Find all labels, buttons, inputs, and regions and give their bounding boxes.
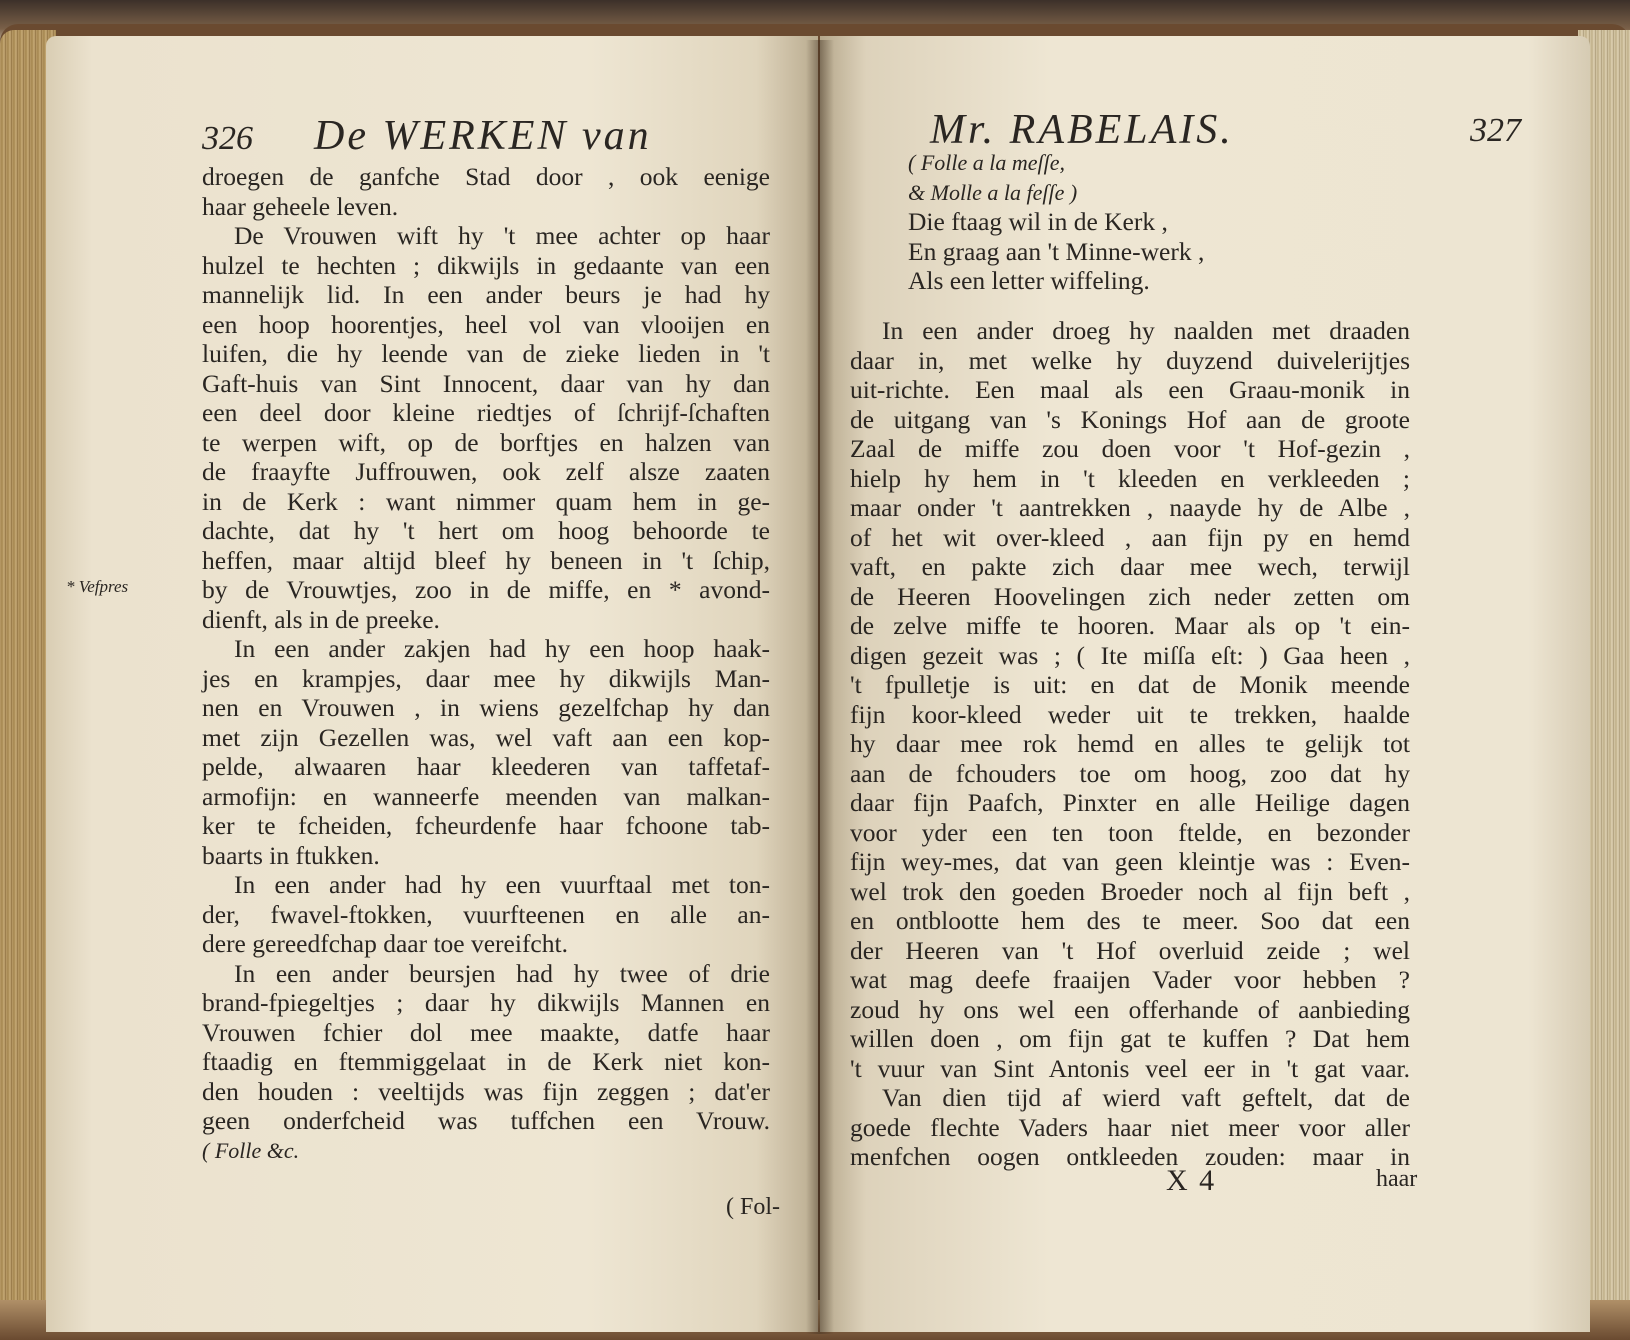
signature-mark: X 4 [1166, 1164, 1217, 1197]
text-line: fijn koor-kleed weder uit te trekken, haalde [850, 699, 1410, 729]
margin-note: * Vefpres [66, 577, 129, 596]
right-page-number: 327 [1470, 112, 1521, 149]
text-line: Gaft-huis van Sint Innocent, daar van hy dan [202, 368, 770, 398]
text-line: fijn wey-mes, dat van geen kleintje was : Even- [850, 847, 1410, 876]
text-line: willen doen , om fijn gat te kuffen ? Dat hem [850, 1024, 1410, 1053]
text-line: met zijn Gezellen was, wel vaft aan een kop- [202, 722, 770, 752]
text-line: wel trok den goeden Broeder noch al fijn beft , [850, 876, 1410, 906]
text-line: maar onder 't aantrekken , naayde hy de Albe , [850, 493, 1410, 522]
text-line: ker te fcheiden, fcheurdenfe haar fchoone tab- [202, 811, 770, 840]
text-line: jes en krampjes, daar mee hy dikwijls Man- [202, 663, 770, 693]
right-page-poem [908, 148, 1408, 296]
text-line: de fraayfte Juffrouwen, ook zelf alsze zaaten [202, 457, 770, 486]
right-catchword: haar [1376, 1166, 1418, 1192]
text-line: hulzel te hechten ; dikwijls in gedaante van een [202, 250, 770, 280]
text-line: Die ftaag wil in de Kerk , [908, 207, 1168, 236]
text-line: by de Vrouwtjes, zoo in de miffe, en * avond- [202, 575, 770, 604]
text-line: voor yder een ten toon ftelde, en bezonder [850, 817, 1410, 847]
right-running-head: Mr. RABELAIS. [930, 107, 1234, 153]
text-line: Van dien tijd af wierd vaft geftelt, dat de [882, 1083, 1410, 1112]
text-line: wat mag deefe fraaijen Vader voor hebben ? [850, 965, 1410, 994]
text-line: En graag aan 't Minne-werk , [908, 236, 1205, 266]
text-line: der Heeren van 't Hof overluid zeide ; wel [850, 935, 1410, 965]
text-line: Vrouwen fchier dol mee maakte, datfe haar [202, 1017, 770, 1047]
text-line: zoud hy ons wel een offerhande of aanbieding [850, 994, 1410, 1024]
text-line: dienft, als in de preeke. [202, 604, 440, 634]
text-line: dere gereedfchap daar toe vereifcht. [202, 929, 568, 958]
left-page-header [202, 112, 762, 168]
left-catchword: ( Fol- [726, 1194, 780, 1220]
text-line: 't vuur van Sint Antonis veel eer in 't gat vaar. [850, 1053, 1410, 1083]
right-page-body [850, 316, 1410, 1172]
text-line: In een ander zakjen had hy een hoop haak- [234, 634, 770, 663]
text-line: In een ander beursjen had hy twee of drie [234, 958, 770, 988]
text-line: nen en Vrouwen , in wiens gezelfchap hy dan [202, 693, 770, 722]
text-line: De Vrouwen wift hy 't mee achter op haar [234, 221, 770, 250]
text-line: In een ander droeg hy naalden met draaden [882, 316, 1410, 345]
text-line: de Heeren Hoovelingen zich neder zetten om [850, 581, 1410, 611]
text-line: ( Folle a la meſſe, [908, 150, 1066, 175]
text-line: den houden : veeltijds was fijn zeggen ; dat'er [202, 1076, 770, 1106]
text-line: baarts in ftukken. [202, 840, 380, 870]
right-page [820, 36, 1590, 1332]
text-line: & Molle a la feſſe ) [908, 179, 1078, 205]
text-line: of het wit over-kleed , aan fijn py en hemd [850, 522, 1410, 552]
text-line: haar geheele leven. [202, 191, 399, 221]
text-line: dachte, dat hy 't hert om hoog behoorde te [202, 516, 770, 545]
text-line: vaft, en pakte zich daar mee wech, terwijl [850, 552, 1410, 581]
text-line: hy daar mee rok hemd en alles te gelijk tot [850, 729, 1410, 758]
left-running-head: De WERKEN van [314, 113, 652, 159]
text-line: armofijn: en wanneerfe meenden van malkan- [202, 781, 770, 811]
text-line: In een ander had hy een vuurftaal met ton- [234, 870, 770, 899]
text-line: een hoop hoorentjes, heel vol van vlooijen en [202, 309, 770, 339]
text-line: daar in, met welke hy duyzend duivelerijtjes [850, 345, 1410, 375]
text-line: uit-richte. Een maal als een Graau-monik in [850, 375, 1410, 404]
left-page-number: 326 [202, 120, 253, 157]
text-line: menfchen oogen ontkleeden zouden: maar in [850, 1142, 1410, 1171]
left-page [46, 36, 818, 1332]
text-line: daar fijn Paafch, Pinxter en alle Heilige dagen [850, 788, 1410, 817]
text-line: heffen, maar altijd bleef hy beneen in 't ſchip, [202, 545, 770, 575]
left-page-body [202, 162, 770, 1165]
text-line: pelde, alwaaren haar kleederen van taffetaf- [202, 752, 770, 781]
text-line: de zelve miffe te hooren. Maar als op 't ein- [850, 611, 1410, 640]
text-line: luifen, die hy leende van de zieke lieden in 't [202, 339, 770, 368]
text-line: geen onderfcheid was tuffchen een Vrouw. [202, 1106, 770, 1135]
text-line: 't fpulletje is uit: en dat de Monik meende [850, 670, 1410, 699]
text-line: hielp hy hem in 't kleeden en verkleeden ; [850, 463, 1410, 493]
text-line: ftaadig en ftemmiggelaat in de Kerk niet kon- [202, 1047, 770, 1076]
text-line: ( Folle &c. [202, 1137, 300, 1163]
text-line: en ontblootte hem des te meer. Soo dat een [850, 906, 1410, 935]
text-line: Zaal de miffe zou doen voor 't Hof-gezin , [850, 434, 1410, 463]
text-line: goede flechte Vaders haar niet meer voor aller [850, 1112, 1410, 1142]
text-line: Als een letter wiffeling. [908, 266, 1150, 295]
text-line: der, fwavel-ftokken, vuurfteenen en alle an- [202, 899, 770, 929]
text-line: brand-fpiegeltjes ; daar hy dikwijls Mannen en [202, 988, 770, 1017]
text-line: in de Kerk : want nimmer quam hem in ge- [202, 486, 770, 516]
text-line: digen gezeit was ; ( Ite miſſa eſt: ) Gaa heen , [850, 640, 1410, 670]
text-line: mannelijk lid. In een ander beurs je had hy [202, 280, 770, 309]
text-line: een deel door kleine riedtjes of ſchrijf-ſchaften [202, 398, 770, 427]
book-gutter [806, 40, 834, 1334]
text-line: te werpen wift, op de borftjes en halzen van [202, 427, 770, 457]
text-line: aan de fchouders toe om hoog, zoo dat hy [850, 758, 1410, 788]
text-line: de uitgang van 's Konings Hof aan de groote [850, 404, 1410, 434]
text-line: droegen de ganfche Stad door , ook eenige [202, 162, 770, 191]
